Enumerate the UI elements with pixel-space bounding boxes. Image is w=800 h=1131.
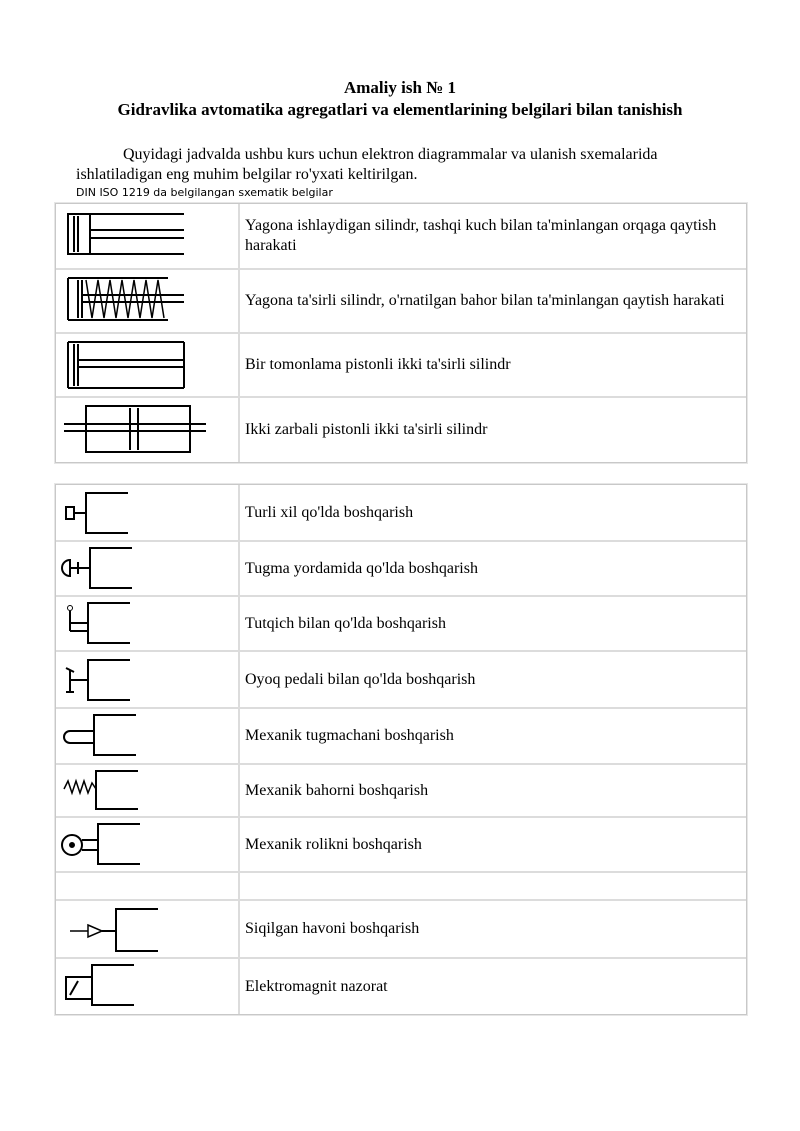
foot-pedal-control-icon bbox=[56, 652, 240, 707]
single-acting-cylinder-external-return-icon bbox=[56, 204, 240, 268]
standard-note: DIN ISO 1219 da belgilangan sxematik belgilar bbox=[76, 186, 333, 199]
table-cell-label: Elektromagnit nazorat bbox=[245, 977, 388, 995]
table-cell-label: Turli xil qo'lda boshqarish bbox=[245, 503, 414, 521]
single-acting-cylinder-spring-return-icon bbox=[56, 270, 240, 332]
control-symbols-table bbox=[55, 484, 747, 1015]
table-row bbox=[56, 398, 746, 462]
page-subtitle: Gidravlika avtomatika agregatlari va elementlarining belgilari bilan tanishish bbox=[117, 100, 683, 119]
table-row bbox=[56, 270, 746, 334]
push-button-control-icon bbox=[56, 542, 240, 595]
table-cell-label: Tugma yordamida qo'lda boshqarish bbox=[245, 559, 478, 577]
table-cell-label: Ikki zarbali pistonli ikki ta'sirli silindr bbox=[245, 421, 488, 438]
table-cell-label: Mexanik tugmachani boshqarish bbox=[245, 727, 454, 744]
intro-paragraph: Quyidagi jadvalda ushbu kurs uchun elektron diagrammalar va ulanish sxemalarida ishlatiladigan eng muhim belgilar ro'yxati keltirilgan. bbox=[76, 146, 658, 183]
table-row bbox=[56, 204, 746, 270]
table-cell-label: Yagona ta'sirli silindr, o'rnatilgan bahor bilan ta'minlangan qaytish harakati bbox=[245, 292, 725, 309]
table-cell-label: Mexanik bahorni boshqarish bbox=[245, 781, 429, 799]
table-row bbox=[56, 542, 746, 597]
table-cell-label: Mexanik rolikni boshqarish bbox=[245, 835, 422, 853]
table-cell-label: Oyoq pedali bilan qo'lda boshqarish bbox=[245, 670, 476, 688]
mechanical-roller-control-icon bbox=[56, 818, 240, 871]
table-cell-label: Tutqich bilan qo'lda boshqarish bbox=[245, 614, 446, 632]
table-row bbox=[56, 818, 746, 873]
table-row bbox=[56, 652, 746, 709]
page-title: Amaliy ish № 1 bbox=[343, 78, 456, 97]
table-row bbox=[56, 959, 746, 1014]
mechanical-spring-control-icon bbox=[56, 765, 240, 816]
table-row bbox=[56, 765, 746, 818]
table-cell-label: Siqilgan havoni boshqarish bbox=[245, 920, 420, 937]
table-cell-label: Yagona ishlaydigan silindr, tashqi kuch bilan ta'minlangan orqaga qaytish harakati bbox=[245, 217, 717, 254]
pneumatic-pilot-control-icon bbox=[56, 901, 240, 957]
double-acting-cylinder-single-rod-icon bbox=[56, 334, 240, 396]
solenoid-control-icon bbox=[56, 959, 240, 1014]
table-cell-label bbox=[240, 873, 746, 899]
empty-cell bbox=[56, 873, 240, 899]
cylinder-symbols-table bbox=[55, 203, 747, 463]
table-row bbox=[56, 901, 746, 959]
table-row bbox=[56, 597, 746, 652]
table-row bbox=[56, 485, 746, 542]
lever-control-icon bbox=[56, 597, 240, 650]
manual-control-general-icon bbox=[56, 485, 240, 540]
mechanical-plunger-control-icon bbox=[56, 709, 240, 763]
table-row-empty bbox=[56, 873, 746, 901]
table-row bbox=[56, 334, 746, 398]
table-cell-label: Bir tomonlama pistonli ikki ta'sirli silindr bbox=[245, 356, 511, 373]
table-row bbox=[56, 709, 746, 765]
double-acting-cylinder-double-rod-icon bbox=[56, 398, 240, 462]
